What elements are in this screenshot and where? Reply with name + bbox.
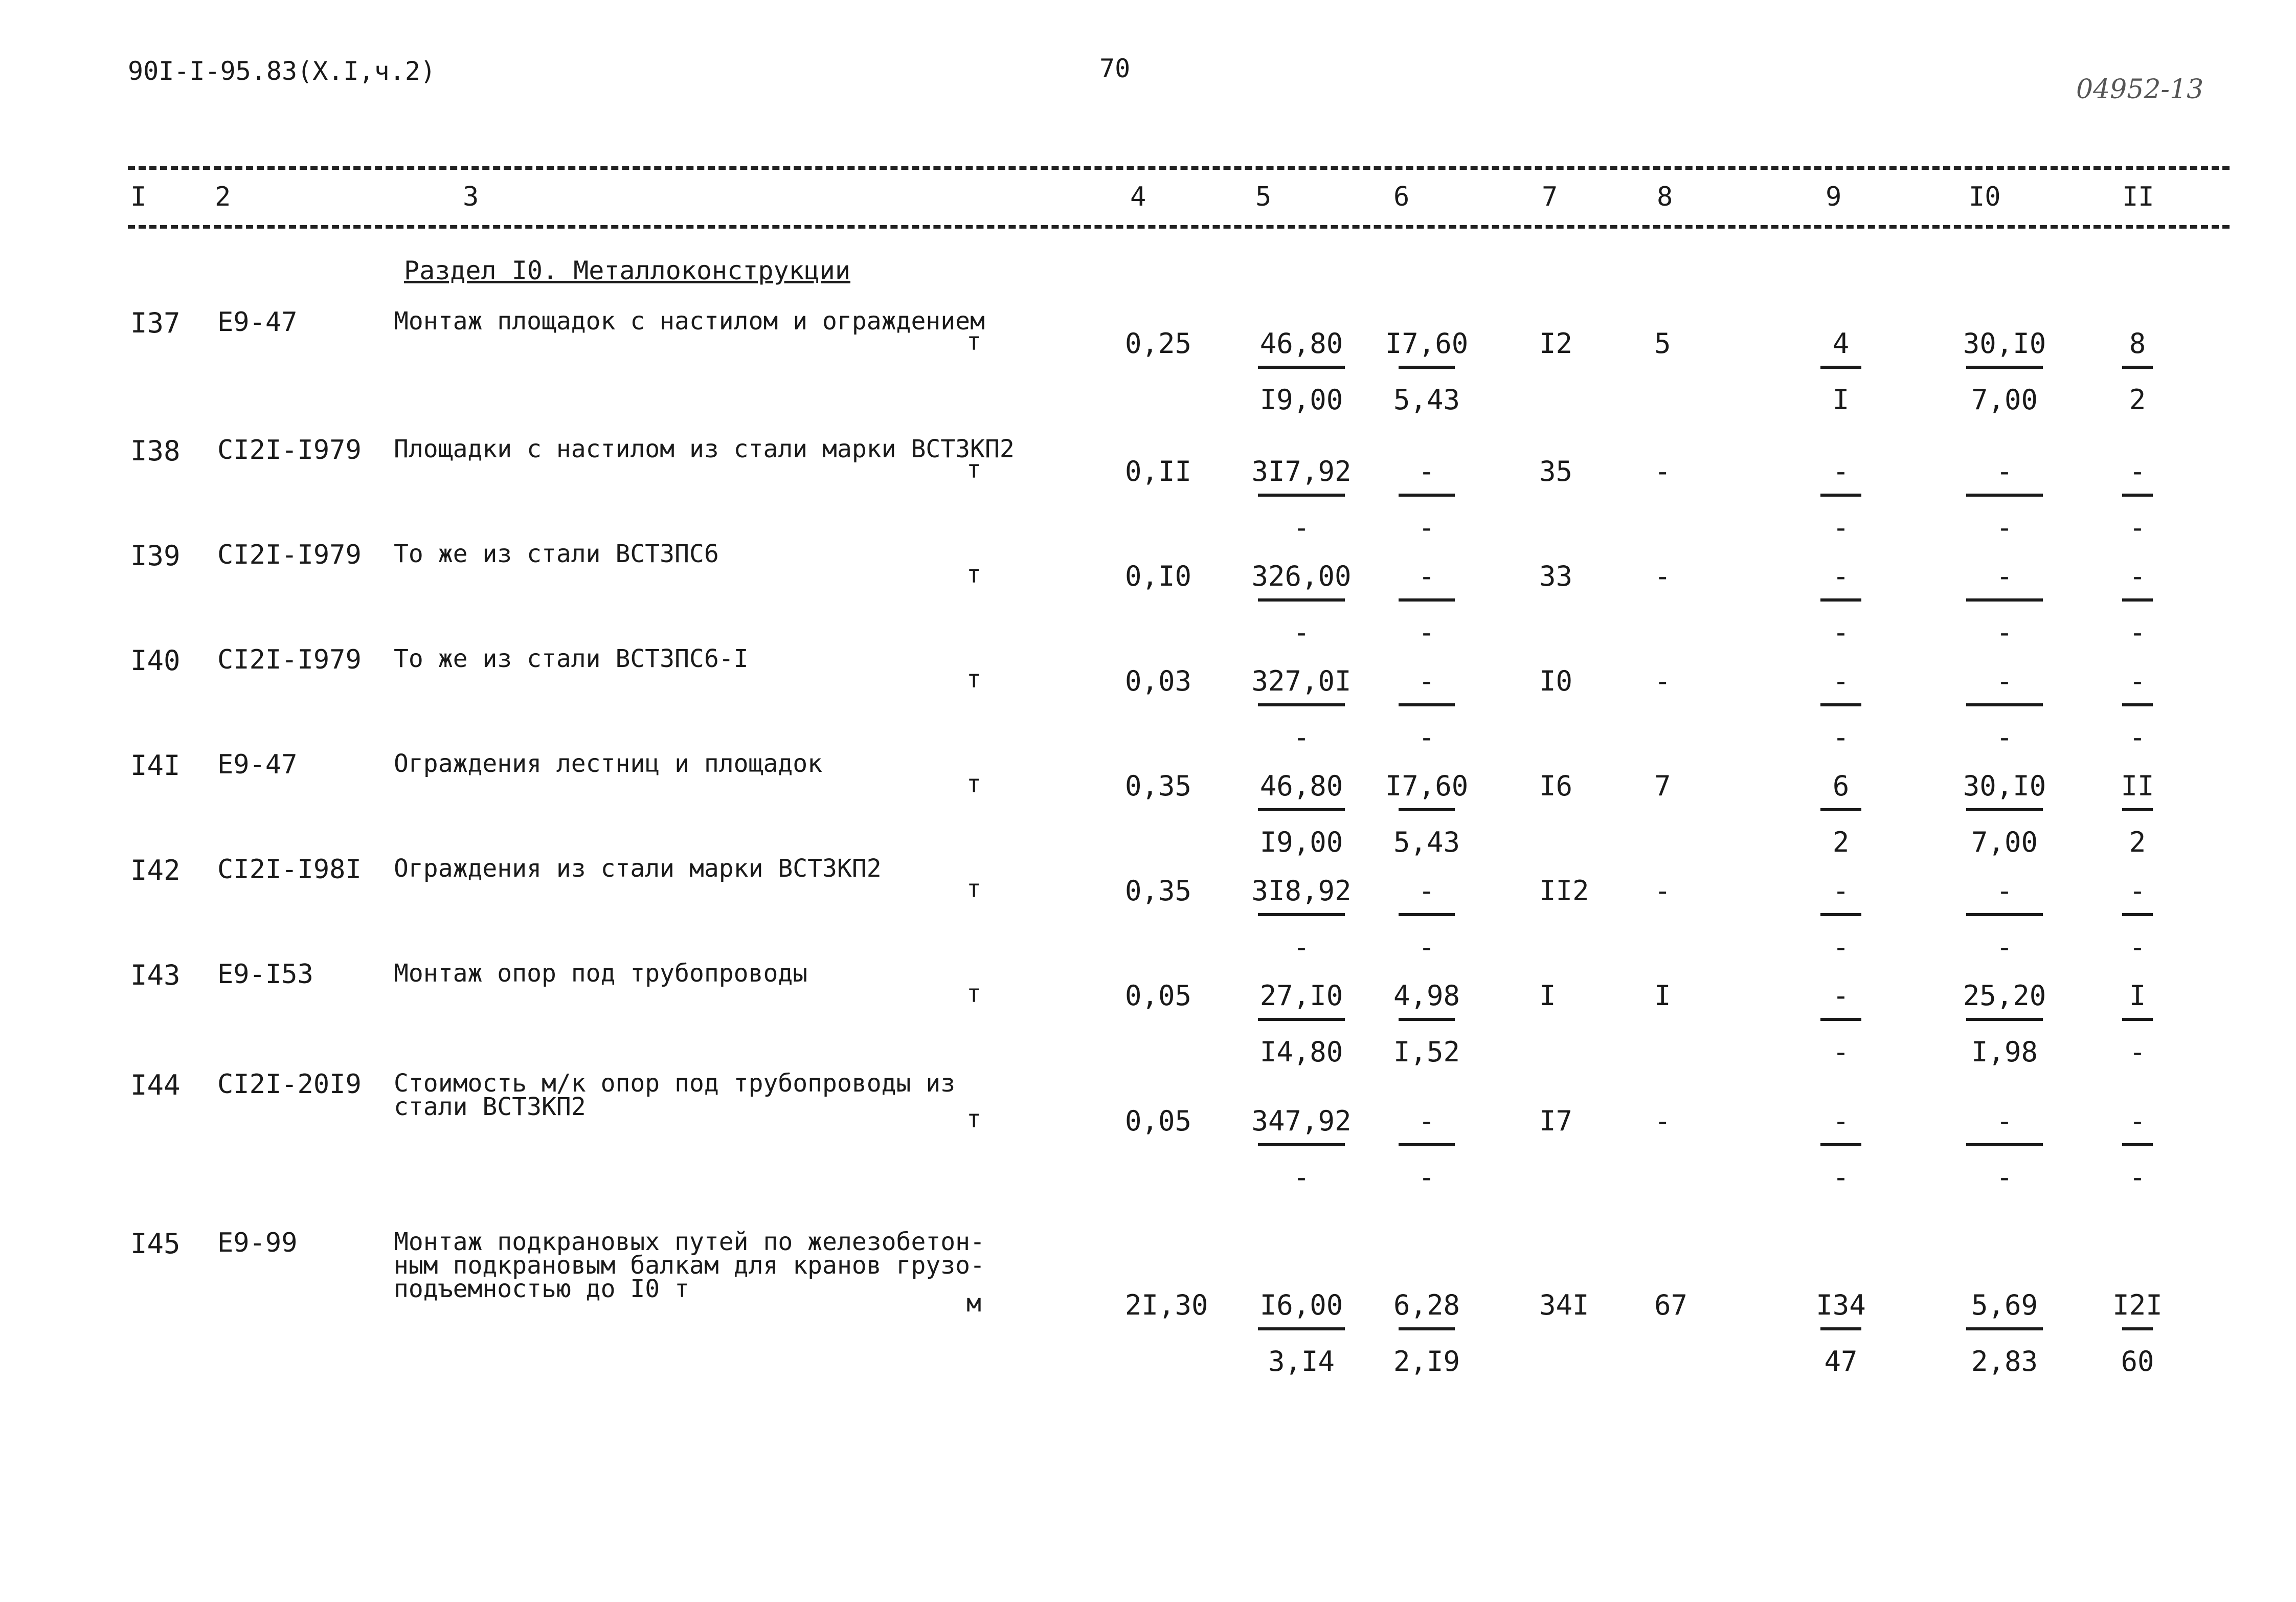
cost-top-c6: I7,60 [1385,327,1469,360]
cost-bottom-c5: 3,I4 [1268,1345,1335,1377]
fraction-bar [1820,1327,1861,1330]
column-number: I0 [1969,182,2001,212]
cost-bottom-c9: - [1832,1036,1850,1068]
cost-bottom-c5: I9,00 [1259,384,1343,416]
cost-top-c9: - [1832,980,1850,1012]
cost-top-c10: - [1996,875,2013,907]
fraction-bar [1820,808,1861,811]
labor-total: 35 [1539,455,1573,487]
fraction-bar [1258,913,1345,916]
cost-top-c9: I34 [1816,1289,1866,1321]
fraction-bar [1258,1327,1345,1330]
fraction-bar [1966,808,2043,811]
cost-top-c5: 27,I0 [1259,980,1343,1012]
price-code: E9-47 [217,307,298,338]
row-number: I44 [130,1069,181,1101]
cost-bottom-c10: 2,83 [1971,1345,2038,1377]
unit: м [966,1289,981,1318]
cost-bottom-c5: - [1293,511,1310,544]
fraction-bar [1258,1018,1345,1021]
cost-bottom-c9: - [1832,511,1850,544]
fraction-bar [1258,494,1345,497]
fraction-bar [1820,1143,1861,1146]
labor-total: I6 [1539,770,1573,802]
cost-bottom-c10: 7,00 [1971,384,2038,416]
labor-total: I0 [1539,665,1573,697]
labor-machine: I [1654,980,1671,1012]
fraction-bar [2122,1327,2153,1330]
cost-top-c5: 347,92 [1251,1105,1352,1137]
cost-bottom-c10: - [1996,931,2013,963]
cost-top-c9: - [1832,875,1850,907]
cost-top-c5: I6,00 [1259,1289,1343,1321]
quantity: 0,05 [1125,980,1192,1012]
cost-bottom-c5: I4,80 [1259,1036,1343,1068]
cost-top-c10: 30,I0 [1963,327,2046,360]
fraction-bar [1399,1018,1455,1021]
archive-stamp: 04952-13 [2076,74,2204,105]
labor-total: I2 [1539,327,1573,360]
cost-top-c10: 25,20 [1963,980,2046,1012]
cost-top-c11: - [2129,455,2146,487]
column-number: 9 [1826,182,1842,212]
labor-total: 34I [1539,1289,1589,1321]
fraction-bar [1399,703,1455,706]
cost-top-c6: - [1418,1105,1435,1137]
column-number: II [2122,182,2154,212]
fraction-bar [1820,913,1861,916]
cost-bottom-c9: - [1832,1161,1850,1193]
cost-top-c9: - [1832,1105,1850,1137]
fraction-bar [2122,808,2153,811]
column-number: 4 [1130,182,1146,212]
fraction-bar [1966,703,2043,706]
cost-bottom-c6: 5,43 [1393,826,1460,858]
cost-bottom-c6: 5,43 [1393,384,1460,416]
cost-top-c11: I2I [2112,1289,2163,1321]
cost-top-c10: - [1996,665,2013,697]
work-description: Ограждения лестниц и площадок [394,749,823,778]
price-code: CI2I-I98I [217,854,362,885]
fraction-bar [1399,366,1455,369]
work-description: Площадки с настилом из стали марки ВСТЗКП2 [394,435,1015,463]
cost-bottom-c5: - [1293,721,1310,753]
labor-machine: 5 [1654,327,1671,360]
cost-bottom-c5: - [1293,1161,1310,1193]
quantity: 0,03 [1125,665,1192,697]
cost-bottom-c9: - [1832,721,1850,753]
cost-bottom-c11: - [2129,721,2146,753]
cost-top-c11: - [2129,560,2146,592]
cost-bottom-c11: - [2129,616,2146,649]
fraction-bar [1966,598,2043,602]
work-description: Монтаж площадок с настилом и ограждением [394,307,985,336]
quantity: 0,I0 [1125,560,1192,592]
cost-top-c11: - [2129,665,2146,697]
row-number: I40 [130,644,181,677]
cost-top-c9: - [1832,455,1850,487]
cost-top-c11: - [2129,875,2146,907]
unit: т [966,875,981,903]
cost-top-c6: 6,28 [1393,1289,1460,1321]
cost-bottom-c11: - [2129,1161,2146,1193]
labor-machine: - [1654,1105,1671,1137]
fraction-bar [2122,598,2153,602]
cost-top-c9: - [1832,560,1850,592]
labor-machine: - [1654,665,1671,697]
cost-bottom-c6: - [1418,721,1435,753]
fraction-bar [1399,1327,1455,1330]
price-code: CI2I-I979 [217,644,362,675]
section-title: Раздел I0. Металлоконструкции [404,256,850,285]
labor-machine: - [1654,455,1671,487]
quantity: 0,25 [1125,327,1192,360]
labor-machine: - [1654,560,1671,592]
cost-bottom-c10: I,98 [1971,1036,2038,1068]
cost-bottom-c5: I9,00 [1259,826,1343,858]
unit: т [966,327,981,356]
cost-bottom-c9: I [1832,384,1850,416]
unit: т [966,455,981,484]
labor-total: II2 [1539,875,1589,907]
document-code: 90I-I-95.83(X.I,ч.2) [128,56,436,86]
cost-bottom-c11: 2 [2129,826,2146,858]
labor-total: I [1539,980,1556,1012]
row-number: I39 [130,540,181,572]
price-code: E9-47 [217,749,298,780]
cost-top-c9: 4 [1832,327,1850,360]
cost-bottom-c11: 60 [2121,1345,2154,1377]
cost-bottom-c6: I,52 [1393,1036,1460,1068]
work-description: То же из стали ВСТЗПС6-I [394,644,749,673]
cost-top-c10: 5,69 [1971,1289,2038,1321]
cost-bottom-c11: - [2129,1036,2146,1068]
fraction-bar [1399,494,1455,497]
column-number: 3 [463,182,479,212]
cost-top-c6: I7,60 [1385,770,1469,802]
fraction-bar [1820,366,1861,369]
fraction-bar [1258,1143,1345,1146]
fraction-bar [1399,598,1455,602]
quantity: 0,35 [1125,875,1192,907]
cost-bottom-c10: - [1996,1161,2013,1193]
cost-top-c6: 4,98 [1393,980,1460,1012]
work-description: Стоимость м/к опор под трубопроводы из стали ВСТЗКП2 [394,1069,956,1121]
cost-top-c6: - [1418,560,1435,592]
row-number: I4I [130,749,181,782]
cost-bottom-c6: - [1418,511,1435,544]
cost-top-c5: 46,80 [1259,327,1343,360]
price-code: CI2I-20I9 [217,1069,362,1100]
fraction-bar [1820,1018,1861,1021]
cost-top-c10: 30,I0 [1963,770,2046,802]
cost-bottom-c9: 2 [1832,826,1850,858]
labor-total: 33 [1539,560,1573,592]
column-number: I [130,182,147,212]
fraction-bar [1966,1018,2043,1021]
fraction-bar [1966,913,2043,916]
cost-top-c6: - [1418,665,1435,697]
fraction-bar [1399,913,1455,916]
labor-machine: 67 [1654,1289,1688,1321]
quantity: 0,35 [1125,770,1192,802]
header-rule-top [128,166,2230,170]
fraction-bar [1258,703,1345,706]
cost-top-c5: 3I7,92 [1251,455,1352,487]
row-number: I42 [130,854,181,886]
cost-top-c11: - [2129,1105,2146,1137]
cost-bottom-c6: 2,I9 [1393,1345,1460,1377]
cost-bottom-c5: - [1293,616,1310,649]
fraction-bar [2122,1018,2153,1021]
cost-bottom-c11: 2 [2129,384,2146,416]
labor-machine: - [1654,875,1671,907]
cost-top-c10: - [1996,1105,2013,1137]
cost-top-c10: - [1996,455,2013,487]
cost-bottom-c10: - [1996,721,2013,753]
fraction-bar [1966,1327,2043,1330]
unit: т [966,1105,981,1133]
labor-machine: 7 [1654,770,1671,802]
cost-bottom-c11: - [2129,931,2146,963]
fraction-bar [2122,1143,2153,1146]
column-number: 2 [215,182,231,212]
fraction-bar [2122,494,2153,497]
row-number: I37 [130,307,181,339]
cost-top-c5: 46,80 [1259,770,1343,802]
work-description: То же из стали ВСТЗПС6 [394,540,719,568]
cost-bottom-c9: 47 [1824,1345,1858,1377]
cost-top-c11: II [2121,770,2154,802]
cost-bottom-c9: - [1832,616,1850,649]
cost-bottom-c6: - [1418,1161,1435,1193]
cost-top-c11: 8 [2129,327,2146,360]
cost-top-c5: 327,0I [1251,665,1352,697]
page-number: 70 [1099,54,1131,83]
cost-bottom-c10: 7,00 [1971,826,2038,858]
quantity: 0,II [1125,455,1192,487]
work-description: Ограждения из стали марки ВСТЗКП2 [394,854,882,883]
fraction-bar [1966,366,2043,369]
fraction-bar [1258,366,1345,369]
cost-bottom-c5: - [1293,931,1310,963]
quantity: 2I,30 [1125,1289,1208,1321]
price-code: CI2I-I979 [217,540,362,570]
cost-bottom-c9: - [1832,931,1850,963]
price-code: E9-99 [217,1228,298,1258]
fraction-bar [1820,703,1861,706]
price-code: E9-I53 [217,959,313,990]
quantity: 0,05 [1125,1105,1192,1137]
cost-top-c6: - [1418,875,1435,907]
fraction-bar [2122,703,2153,706]
row-number: I45 [130,1228,181,1260]
price-code: CI2I-I979 [217,435,362,465]
labor-total: I7 [1539,1105,1573,1137]
fraction-bar [2122,366,2153,369]
fraction-bar [1966,494,2043,497]
unit: т [966,560,981,589]
column-number: 6 [1393,182,1410,212]
column-number: 8 [1657,182,1673,212]
cost-bottom-c6: - [1418,616,1435,649]
cost-top-c9: - [1832,665,1850,697]
fraction-bar [1258,598,1345,602]
fraction-bar [2122,913,2153,916]
fraction-bar [1258,808,1345,811]
cost-bottom-c10: - [1996,511,2013,544]
unit: т [966,980,981,1008]
column-number: 5 [1255,182,1272,212]
work-description: Монтаж опор под трубопроводы [394,959,808,988]
cost-top-c11: I [2129,980,2146,1012]
cost-top-c6: - [1418,455,1435,487]
fraction-bar [1399,1143,1455,1146]
unit: т [966,665,981,694]
fraction-bar [1820,598,1861,602]
cost-top-c10: - [1996,560,2013,592]
row-number: I38 [130,435,181,467]
fraction-bar [1399,808,1455,811]
unit: т [966,770,981,798]
work-description: Монтаж подкрановых путей по железобетон- ным подкрановым балкам для кранов грузо- подъемностью до I0 т [394,1228,985,1303]
header-rule-bottom [128,225,2230,229]
cost-bottom-c6: - [1418,931,1435,963]
fraction-bar [1820,494,1861,497]
fraction-bar [1966,1143,2043,1146]
row-number: I43 [130,959,181,991]
column-number: 7 [1542,182,1558,212]
cost-bottom-c11: - [2129,511,2146,544]
cost-top-c9: 6 [1832,770,1850,802]
cost-bottom-c10: - [1996,616,2013,649]
cost-top-c5: 3I8,92 [1251,875,1352,907]
cost-top-c5: 326,00 [1251,560,1352,592]
